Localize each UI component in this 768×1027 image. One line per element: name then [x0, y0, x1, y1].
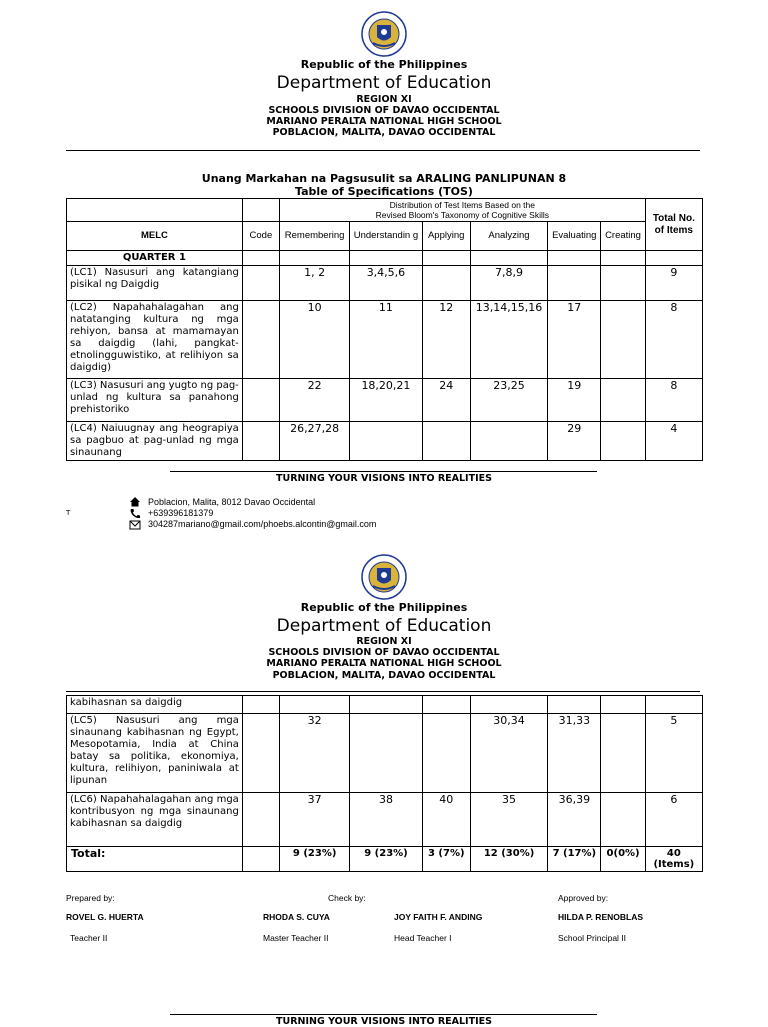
address-label: POBLACION, MALITA, DAVAO OCCIDENTAL	[272, 670, 496, 681]
cre-cell	[601, 379, 645, 422]
rem-cell: 22	[279, 379, 349, 422]
eva-cell: 36,39	[548, 793, 601, 847]
republic-label: Republic of the Philippines	[300, 58, 468, 71]
total-evaluating: 7 (17%)	[548, 847, 601, 872]
app-cell: 24	[422, 379, 470, 422]
deped-seal-icon	[361, 554, 407, 600]
code-header: Code	[242, 222, 279, 251]
ana-cell: 23,25	[470, 379, 547, 422]
evaluating-header: Evaluating	[548, 222, 601, 251]
app-cell	[422, 714, 470, 793]
department-label: Department of Education	[276, 616, 492, 636]
header-divider	[66, 691, 700, 692]
total-creating: 0(0%)	[601, 847, 645, 872]
footer-divider	[170, 471, 597, 472]
eva-cell: 17	[548, 301, 601, 379]
total-header: Total No. of Items	[645, 199, 702, 251]
rem-cell: 1, 2	[279, 266, 349, 301]
phone-icon	[129, 508, 141, 519]
melc-header: MELC	[67, 222, 243, 251]
check1-title: Master Teacher II	[263, 933, 329, 943]
footer-email: 304287mariano@gmail.com/phoebs.alcontin@gmail.com	[148, 519, 377, 529]
und-cell: 11	[350, 301, 422, 379]
understanding-header: Understandin g	[350, 222, 422, 251]
total-cell: 8	[645, 379, 702, 422]
stray-mark: T	[66, 509, 71, 517]
region-label: REGION XI	[356, 94, 412, 105]
und-cell: 38	[350, 793, 422, 847]
total-applying: 3 (7%)	[422, 847, 470, 872]
code-cell	[242, 422, 279, 461]
approved-title: School Principal II	[558, 933, 627, 943]
exam-title: Unang Markahan na Pagsusulit sa ARALING PANLIPUNAN 8	[201, 172, 567, 185]
ana-cell: 13,14,15,16	[470, 301, 547, 379]
check2-name: JOY FAITH F. ANDING	[394, 912, 483, 922]
footer-motto: TURNING YOUR VISIONS INTO REALITIES	[276, 473, 492, 484]
total-analyzing: 12 (30%)	[470, 847, 547, 872]
prepared-name: ROVEL G. HUERTA	[66, 912, 144, 922]
tos-table-page2	[66, 695, 703, 872]
deped-seal-icon	[361, 11, 407, 57]
melc-cell: (LC4) Naiuugnay ang heograpiya sa pagbuo at pag-unlad ng mga sinaunang	[67, 422, 243, 461]
check-label: Check by:	[328, 893, 366, 903]
cre-cell	[601, 793, 645, 847]
rem-cell: 32	[280, 714, 350, 793]
mail-icon	[129, 519, 141, 530]
table-row	[67, 301, 703, 379]
analyzing-header: Analyzing	[470, 222, 547, 251]
tos-title: Table of Specifications (TOS)	[295, 185, 473, 198]
footer-motto: TURNING YOUR VISIONS INTO REALITIES	[276, 1016, 492, 1027]
table-row	[67, 714, 703, 793]
app-cell: 12	[422, 301, 470, 379]
table-row	[67, 266, 703, 301]
total-cell: 5	[645, 714, 702, 793]
eva-cell: 31,33	[548, 714, 601, 793]
check2-title: Head Teacher I	[394, 933, 452, 943]
approved-label: Approved by:	[558, 893, 609, 903]
department-label: Department of Education	[276, 73, 492, 93]
school-label: MARIANO PERALTA NATIONAL HIGH SCHOOL	[266, 116, 502, 127]
total-row	[67, 847, 703, 872]
melc-cell: (LC2) Napahahalagahan ang natatanging kultura ng mga rehiyon, bansa at mamamayan sa daigdig (lahi, pangkat-etnolingguwistiko, at relihiyon sa daigdig)	[67, 301, 243, 379]
cre-cell	[601, 422, 645, 461]
table-row	[67, 379, 703, 422]
melc-cell: (LC5) Nasusuri ang mga sinaunang kabihasnan ng Egypt, Mesopotamia, India at China batay sa politika, ekonomiya, kultura, relihiyon, paniniwala at lipunan	[67, 714, 243, 793]
bloom-header-line2: Revised Bloom's Taxonomy of Cognitive Skills	[375, 210, 550, 220]
und-cell	[350, 422, 422, 461]
creating-header: Creating	[601, 222, 645, 251]
footer-address: Poblacion, Malita, 8012 Davao Occidental	[148, 497, 316, 507]
total-cell: 6	[645, 793, 702, 847]
address-label: POBLACION, MALITA, DAVAO OCCIDENTAL	[272, 127, 496, 138]
app-cell: 40	[422, 793, 470, 847]
footer-divider	[170, 1014, 597, 1015]
prepared-label: Prepared by:	[66, 893, 115, 903]
republic-label: Republic of the Philippines	[300, 601, 468, 614]
eva-cell	[548, 266, 601, 301]
total-cell: 8	[645, 301, 702, 379]
und-cell: 3,4,5,6	[350, 266, 422, 301]
applying-header: Applying	[422, 222, 470, 251]
prepared-title: Teacher II	[70, 933, 108, 943]
check1-name: RHODA S. CUYA	[263, 912, 330, 922]
cre-cell	[601, 266, 645, 301]
quarter-label: QUARTER 1	[67, 251, 243, 266]
region-label: REGION XI	[356, 636, 412, 647]
table-row	[67, 793, 703, 847]
remembering-header: Remembering	[279, 222, 349, 251]
blank-cell	[67, 199, 243, 222]
rem-cell: 26,27,28	[279, 422, 349, 461]
code-cell	[242, 379, 279, 422]
table-row	[67, 422, 703, 461]
und-cell: 18,20,21	[350, 379, 422, 422]
approved-name: HILDA P. RENOBLAS	[558, 912, 644, 922]
division-label: SCHOOLS DIVISION OF DAVAO OCCIDENTAL	[268, 105, 500, 116]
ana-cell	[470, 422, 547, 461]
tos-table-page1	[66, 198, 703, 461]
total-cell: 9	[645, 266, 702, 301]
ana-cell: 7,8,9	[470, 266, 547, 301]
cre-cell	[601, 714, 645, 793]
total-cell: 4	[645, 422, 702, 461]
total-remembering: 9 (23%)	[280, 847, 350, 872]
rem-cell: 37	[280, 793, 350, 847]
melc-cell: kabihasnan sa daigdig	[67, 696, 243, 714]
code-cell	[242, 793, 279, 847]
code-cell	[242, 714, 279, 793]
ana-cell: 35	[470, 793, 547, 847]
total-label: Total:	[67, 847, 243, 872]
total-understanding: 9 (23%)	[350, 847, 422, 872]
cre-cell	[601, 301, 645, 379]
total-items: 40 (Items)	[645, 847, 702, 872]
bloom-header	[279, 199, 645, 222]
app-cell	[422, 266, 470, 301]
home-icon	[129, 496, 141, 507]
melc-cell: (LC1) Nasusuri ang katangiang pisikal ng Daigdig	[67, 266, 243, 301]
und-cell	[350, 714, 422, 793]
ana-cell: 30,34	[470, 714, 547, 793]
code-cell	[242, 301, 279, 379]
eva-cell: 29	[548, 422, 601, 461]
header-divider	[66, 150, 700, 151]
melc-cell: (LC6) Napahahalagahan ang mga kontribusyon ng mga sinaunang kabihasnan sa daigdig	[67, 793, 243, 847]
blank-cell	[242, 199, 279, 222]
division-label: SCHOOLS DIVISION OF DAVAO OCCIDENTAL	[268, 647, 500, 658]
eva-cell: 19	[548, 379, 601, 422]
app-cell	[422, 422, 470, 461]
school-label: MARIANO PERALTA NATIONAL HIGH SCHOOL	[266, 658, 502, 669]
melc-cell: (LC3) Nasusuri ang yugto ng pag-unlad ng kultura sa panahong prehistoriko	[67, 379, 243, 422]
code-cell	[242, 266, 279, 301]
footer-phone: +639396181379	[148, 508, 214, 518]
bloom-header-line1: Distribution of Test Items Based on the	[389, 200, 535, 210]
rem-cell: 10	[279, 301, 349, 379]
